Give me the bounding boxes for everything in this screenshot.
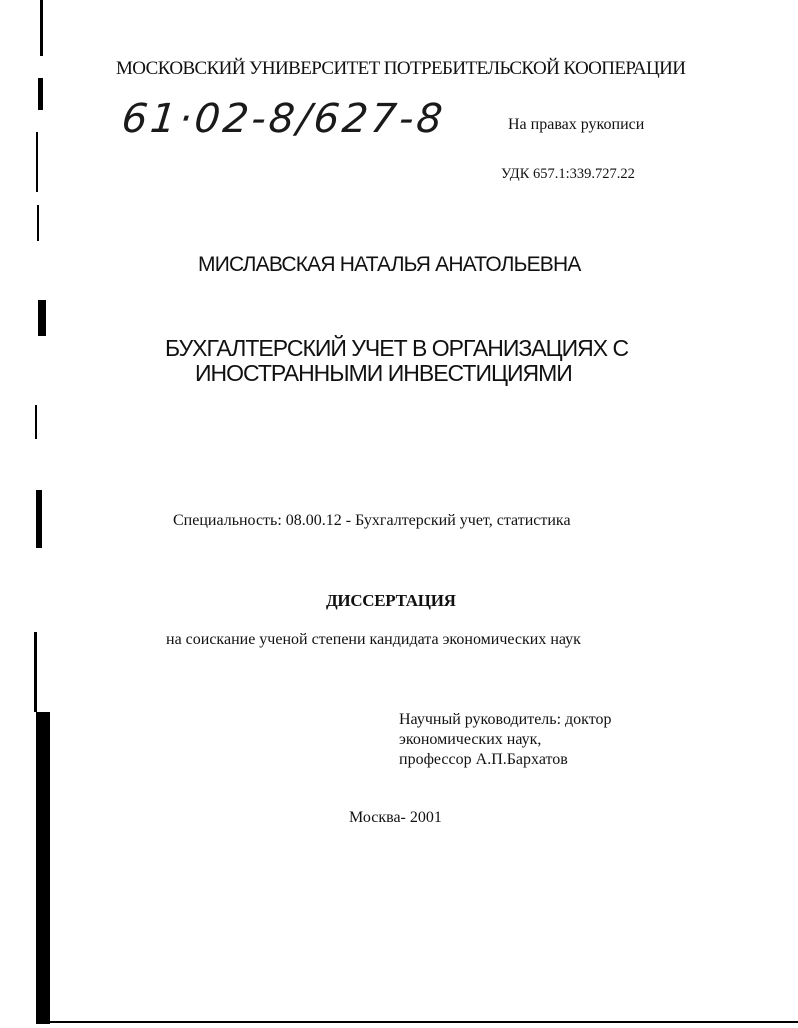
city-year: Москва- 2001 [349, 809, 442, 826]
scan-edge-mark [36, 490, 42, 548]
scan-edge-mark [35, 405, 37, 439]
university-name: МОСКОВСКИЙ УНИВЕРСИТЕТ ПОТРЕБИТЕЛЬСКОЙ КООПЕРАЦИИ [116, 58, 686, 79]
thesis-title-line-1: БУХГАЛТЕРСКИЙ УЧЕТ В ОРГАНИЗАЦИЯХ С [165, 335, 629, 361]
scan-edge-mark [40, 0, 43, 56]
scan-edge-mark [37, 205, 39, 241]
degree-line: на соискание ученой степени кандидата экономических наук [166, 631, 581, 648]
scan-edge-mark [36, 712, 50, 1024]
manuscript-rights: На правах рукописи [508, 116, 645, 133]
scan-edge-mark [34, 632, 37, 712]
thesis-title-line-2: ИНОСТРАННЫМИ ИНВЕСТИЦИЯМИ [195, 360, 572, 386]
handwritten-number: 61·02-8/627-8 [119, 96, 448, 142]
scan-bottom-edge [50, 1021, 798, 1023]
author-name: МИСЛАВСКАЯ НАТАЛЬЯ АНАТОЛЬЕВНА [198, 253, 581, 276]
scan-edge-mark [36, 132, 38, 192]
scan-edge-mark [38, 78, 43, 110]
udk-code: УДК 657.1:339.727.22 [501, 166, 635, 182]
specialty: Специальность: 08.00.12 - Бухгалтерский учет, статистика [173, 512, 571, 529]
document-type: ДИССЕРТАЦИЯ [326, 591, 456, 610]
advisor-line-2: экономических наук, [399, 731, 542, 748]
advisor-line-3: профессор А.П.Бархатов [399, 751, 568, 768]
scan-edge-mark [38, 300, 46, 336]
advisor-line-1: Научный руководитель: доктор [399, 711, 612, 728]
